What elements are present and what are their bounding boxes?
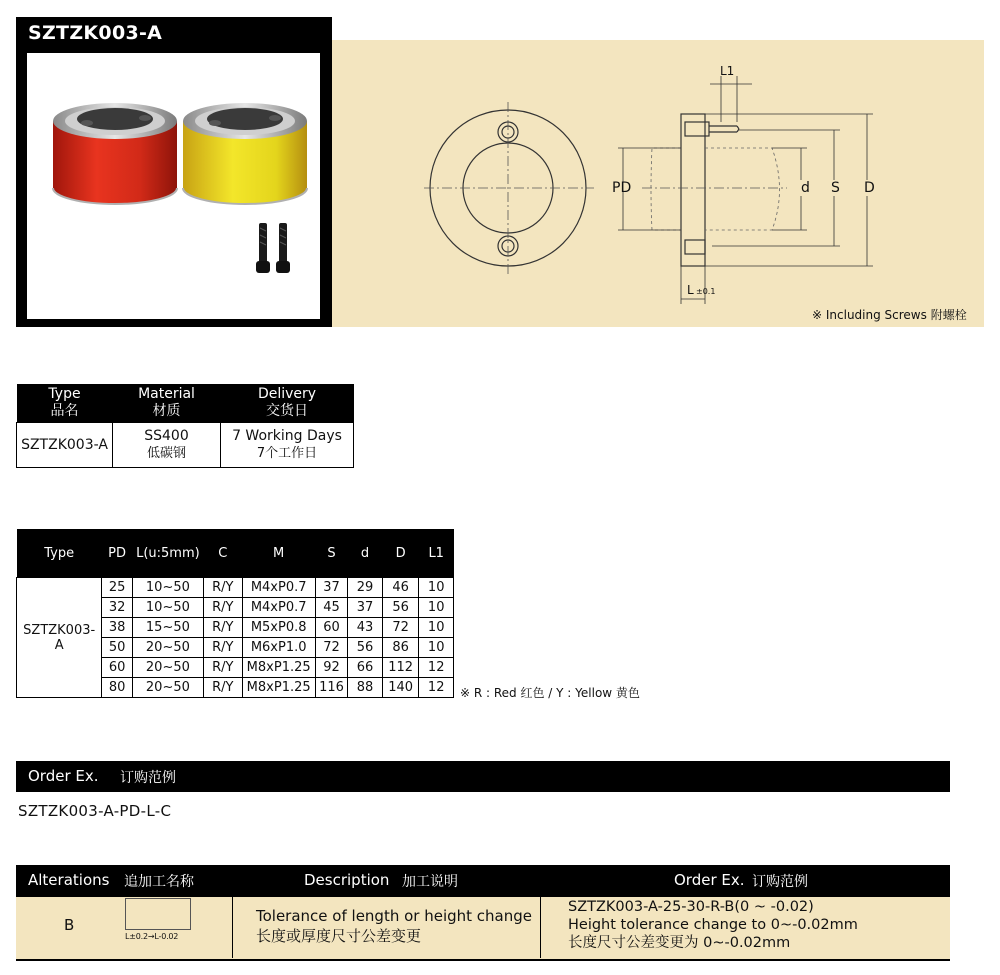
table-row (17, 578, 454, 598)
col-type: Type (17, 529, 102, 578)
alt-description: Tolerance of length or height change 长度或厚度尺寸公差变更 (256, 907, 532, 945)
cell-m: M5xP0.8 (242, 618, 315, 638)
cell-m: M4xP0.7 (242, 578, 315, 598)
alt-header-zh: 追加工名称 (124, 874, 194, 890)
cell-s: 92 (315, 658, 348, 678)
tolerance-sketch-label: L±0.2→L-0.02 (125, 932, 179, 941)
cell-l1: 12 (419, 658, 454, 678)
cell-m: M8xP1.25 (242, 678, 315, 698)
cell-type: SZTZK003-A (17, 578, 102, 698)
cell-d-small: 88 (348, 678, 383, 698)
red-collar-image (53, 103, 177, 204)
cell-l1: 10 (419, 638, 454, 658)
yellow-collar-image (183, 103, 307, 204)
cell-l: 10~50 (132, 578, 203, 598)
cell-material: SS400 低碳钢 (113, 423, 221, 468)
cell-l: 15~50 (132, 618, 203, 638)
product-photo (27, 53, 320, 319)
col-d-large: D (382, 529, 419, 578)
header-material: Material 材质 (113, 384, 221, 423)
cell-d-large: 56 (382, 598, 419, 618)
cell-s: 116 (315, 678, 348, 698)
cell-c: R/Y (203, 618, 242, 638)
cell-l1: 12 (419, 678, 454, 698)
product-title: SZTZK003-A (28, 22, 163, 44)
cell-l: 10~50 (132, 598, 203, 618)
cell-pd: 25 (102, 578, 132, 598)
cell-s: 60 (315, 618, 348, 638)
technical-drawing (332, 40, 984, 327)
cell-d-small: 29 (348, 578, 383, 598)
alterations-bar (16, 865, 950, 896)
alt-header-en: Alterations (28, 871, 110, 889)
col-m: M (242, 529, 315, 578)
label-pd: PD (612, 180, 632, 196)
cell-s: 45 (315, 598, 348, 618)
tolerance-sketch (125, 898, 191, 930)
ex-header-zh: 订购范例 (752, 874, 808, 890)
desc-header-en: Description (304, 871, 390, 889)
cell-l: 20~50 (132, 638, 203, 658)
cell-pd: 32 (102, 598, 132, 618)
label-l-tolerance: ±0.1 (696, 287, 716, 296)
cell-delivery: 7 Working Days 7个工作日 (221, 423, 354, 468)
cell-divider (232, 896, 233, 958)
cell-pd: 80 (102, 678, 132, 698)
cell-c: R/Y (203, 598, 242, 618)
cell-l1: 10 (419, 578, 454, 598)
cell-l1: 10 (419, 598, 454, 618)
cell-d-small: 43 (348, 618, 383, 638)
cell-pd: 38 (102, 618, 132, 638)
label-d-large: D (864, 180, 875, 196)
label-s: S (831, 180, 840, 196)
cell-m: M4xP0.7 (242, 598, 315, 618)
cell-pd: 50 (102, 638, 132, 658)
screws-note: ※ Including Screws 附螺栓 (812, 308, 967, 322)
cell-c: R/Y (203, 678, 242, 698)
dimension-table (16, 529, 454, 698)
spec-table (16, 384, 354, 468)
color-note: ※ R : Red 红色 / Y : Yellow 黄色 (460, 686, 640, 700)
label-d-small: d (801, 180, 810, 196)
table-row (17, 423, 354, 468)
cell-l1: 10 (419, 618, 454, 638)
desc-header-zh: 加工说明 (402, 874, 458, 890)
cell-d-small: 37 (348, 598, 383, 618)
col-d-small: d (348, 529, 383, 578)
cell-m: M8xP1.25 (242, 658, 315, 678)
cell-d-large: 72 (382, 618, 419, 638)
label-l1: L1 (720, 64, 735, 78)
cell-d-small: 56 (348, 638, 383, 658)
cell-pd: 60 (102, 658, 132, 678)
alt-code: B (64, 916, 75, 934)
cell-l: 20~50 (132, 678, 203, 698)
col-pd: PD (102, 529, 132, 578)
cell-d-small: 66 (348, 658, 383, 678)
col-c: C (203, 529, 242, 578)
cell-c: R/Y (203, 638, 242, 658)
header-type: Type 品名 (17, 384, 113, 423)
cell-d-large: 86 (382, 638, 419, 658)
order-title-en: Order Ex. (28, 767, 99, 785)
cell-d-large: 46 (382, 578, 419, 598)
cell-c: R/Y (203, 658, 242, 678)
order-example-bar (16, 761, 950, 792)
cell-d-large: 140 (382, 678, 419, 698)
cell-c: R/Y (203, 578, 242, 598)
cell-s: 37 (315, 578, 348, 598)
cell-d-large: 112 (382, 658, 419, 678)
ex-header-en: Order Ex. (674, 871, 745, 889)
cell-divider (540, 896, 541, 958)
label-l: L (687, 283, 694, 297)
cell-l: 20~50 (132, 658, 203, 678)
col-l: L(u:5mm) (132, 529, 203, 578)
col-s: S (315, 529, 348, 578)
alt-order-example: SZTZK003-A-25-30-R-B(0 ~ -0.02) Height tolerance change to 0~-0.02mm 长度尺寸公差变更为 0~-0.02mm (568, 899, 858, 951)
order-code: SZTZK003-A-PD-L-C (18, 802, 172, 820)
col-l1: L1 (419, 529, 454, 578)
cell-s: 72 (315, 638, 348, 658)
screws-image (256, 223, 290, 273)
cell-type: SZTZK003-A (17, 423, 113, 468)
cell-m: M6xP1.0 (242, 638, 315, 658)
header-delivery: Delivery 交货日 (221, 384, 354, 423)
order-title-zh: 订购范例 (120, 770, 176, 786)
